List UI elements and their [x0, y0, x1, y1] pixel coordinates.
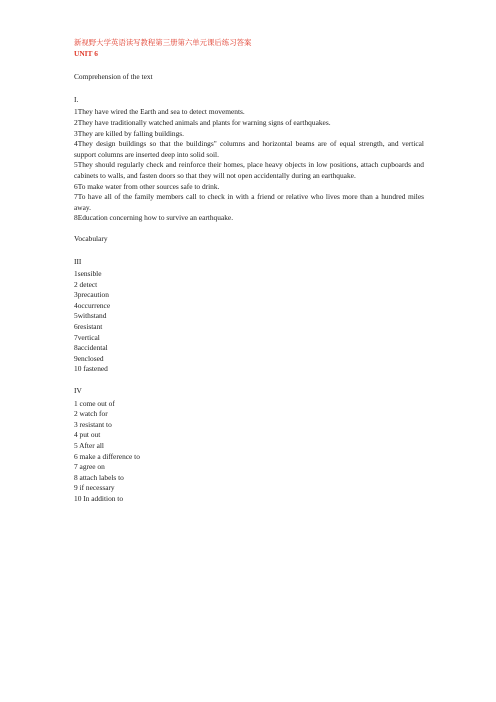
list-item: 5withstand [74, 311, 107, 321]
section-roman-iv: IV [74, 386, 82, 396]
comprehension-answer: 5They should regularly check and reinforce their homes, place heavy objects in low positions, attach cupboards and cabinets to walls, and fasten doors so that they will not open accidentally during an earthquake. [74, 160, 424, 180]
list-item: 10 In addition to [74, 493, 124, 503]
vocabulary-iv-list [74, 399, 424, 505]
list-item: 4occurrence [74, 300, 111, 310]
comprehension-answer: 8Education concerning how to survive an earthquake. [74, 213, 234, 223]
comprehension-answer: 7To have all of the family members call to check in with a friend or relative who lives more than a hundred miles away. [74, 192, 424, 212]
list-item: 3 resistant to [74, 419, 112, 429]
comprehension-heading: Comprehension of the text [74, 72, 153, 82]
list-item: 8accidental [74, 343, 108, 353]
comprehension-answer: 4They design buildings so that the buildings" columns and horizontal beams are of equal strength, and vertical support columns are inserted deep into solid soil. [74, 139, 424, 159]
list-item: 7 agree on [74, 462, 105, 472]
section-roman-i: I. [74, 94, 79, 104]
vocabulary-heading: Vocabulary [74, 233, 108, 243]
unit-label: UNIT 6 [74, 48, 98, 58]
list-item: 4 put out [74, 430, 101, 440]
comprehension-answer: 3They are killed by falling buildings. [74, 128, 185, 138]
comprehension-answer: 2They have traditionally watched animals and plants for warning signs of earthquakes. [74, 117, 331, 127]
vocabulary-iii-list [74, 269, 424, 375]
document-page [74, 38, 424, 505]
list-item: 2 detect [74, 279, 98, 289]
comprehension-answers [74, 107, 424, 224]
list-item: 9enclosed [74, 353, 104, 363]
list-item: 5 After all [74, 441, 104, 450]
list-item: 1sensible [74, 269, 102, 279]
list-item: 6 make a difference to [74, 451, 140, 461]
comprehension-answer: 1They have wired the Earth and sea to detect movements. [74, 107, 245, 117]
list-item: 1 come out of [74, 398, 115, 408]
comprehension-answer: 6To make water from other sources safe to drink. [74, 181, 220, 191]
list-item: 10 fastened [74, 364, 108, 374]
document-title: 新视野大学英语读写教程第三册第六单元课后练习答案 [74, 38, 252, 47]
list-item: 7vertical [74, 332, 100, 342]
list-item: 2 watch for [74, 409, 108, 419]
list-item: 3precaution [74, 290, 109, 300]
list-item: 8 attach labels to [74, 472, 124, 482]
list-item: 9 if necessary [74, 483, 115, 493]
list-item: 6resistant [74, 322, 103, 332]
section-roman-iii: III [74, 256, 82, 266]
